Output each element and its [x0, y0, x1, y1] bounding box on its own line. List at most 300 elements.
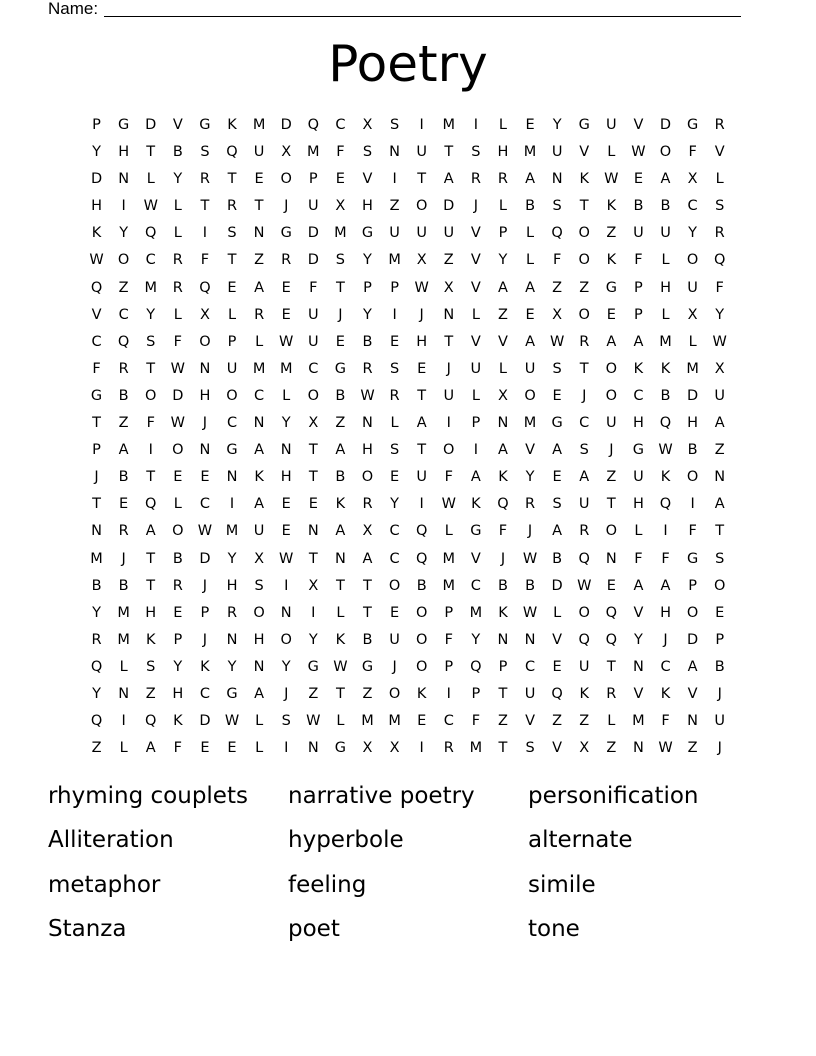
grid-letter: G: [118, 117, 130, 133]
grid-letter: E: [606, 306, 616, 323]
grid-letter: O: [145, 387, 157, 404]
grid-row: [83, 681, 733, 708]
grid-letter: F: [444, 469, 453, 486]
grid-letter: W: [333, 658, 348, 675]
grid-letter: V: [525, 442, 535, 459]
grid-letter: P: [634, 306, 643, 323]
grid-letter: Y: [146, 306, 156, 323]
grid-letter: E: [227, 740, 237, 757]
grid-letter: M: [117, 604, 130, 621]
grid-letter: R: [579, 333, 590, 350]
grid-letter: N: [307, 740, 319, 757]
grid-letter: V: [362, 171, 373, 188]
grid-letter: Y: [227, 550, 237, 567]
grid-letter: I: [419, 117, 424, 133]
grid-letter: O: [578, 604, 590, 621]
grid-letter: Z: [579, 279, 590, 296]
grid-letter: S: [281, 713, 291, 730]
grid-letter: I: [284, 740, 289, 757]
grid-letter: T: [715, 523, 725, 540]
grid-letter: W: [143, 198, 158, 215]
grid-letter: N: [199, 442, 211, 459]
grid-letter: R: [91, 631, 102, 648]
grid-letter: A: [687, 658, 698, 675]
grid-letter: Y: [92, 604, 101, 621]
grid-letter: T: [579, 198, 589, 215]
grid-letter: N: [362, 415, 373, 432]
grid-letter: L: [146, 171, 155, 188]
grid-letter: Y: [525, 469, 535, 486]
grid-letter: L: [688, 333, 697, 350]
grid-letter: E: [173, 604, 183, 621]
grid-letter: U: [389, 225, 400, 242]
grid-row: [83, 410, 733, 437]
grid-letter: S: [146, 658, 156, 675]
grid-letter: B: [172, 550, 183, 567]
grid-letter: P: [390, 279, 399, 296]
grid-letter: F: [715, 279, 724, 296]
grid-letter: M: [523, 415, 537, 432]
grid-letter: R: [362, 496, 373, 513]
grid-letter: F: [336, 144, 345, 161]
grid-letter: Y: [363, 252, 372, 269]
grid-letter: Q: [90, 713, 103, 730]
grid-letter: A: [118, 442, 129, 459]
grid-letter: K: [660, 469, 671, 486]
grid-letter: K: [91, 225, 102, 242]
grid-letter: J: [338, 306, 343, 323]
grid-letter: A: [497, 279, 508, 296]
grid-letter: D: [172, 387, 184, 404]
name-underline[interactable]: [104, 16, 741, 17]
grid-letter: O: [443, 442, 455, 459]
grid-letter: Q: [497, 496, 509, 513]
grid-letter: J: [582, 387, 587, 404]
grid-letter: X: [687, 171, 698, 188]
grid-letter: N: [551, 171, 563, 188]
word-item: simile: [528, 871, 596, 898]
grid-letter: X: [308, 415, 319, 432]
grid-letter: V: [552, 631, 563, 648]
grid-row: [83, 491, 733, 518]
grid-letter: B: [497, 577, 508, 594]
grid-letter: Q: [415, 550, 428, 567]
grid-letter: U: [551, 144, 563, 161]
grid-letter: H: [497, 144, 509, 161]
word-row: [48, 824, 768, 868]
grid-letter: F: [309, 279, 318, 296]
grid-letter: U: [443, 225, 455, 242]
grid-letter: K: [200, 658, 210, 675]
grid-letter: T: [363, 604, 372, 621]
grid-letter: A: [525, 279, 535, 296]
grid-letter: R: [199, 171, 210, 188]
grid-letter: O: [415, 198, 428, 215]
grid-letter: L: [526, 225, 535, 242]
grid-letter: W: [631, 144, 646, 161]
grid-letter: Y: [390, 496, 399, 513]
grid-letter: W: [604, 171, 619, 188]
grid-row: [83, 275, 733, 302]
grid-letter: L: [634, 523, 643, 540]
grid-row: [83, 464, 733, 491]
grid-letter: I: [663, 523, 668, 540]
grid-letter: A: [335, 442, 346, 459]
grid-letter: K: [660, 685, 671, 702]
grid-letter: L: [255, 713, 264, 730]
grid-letter: R: [389, 387, 400, 404]
grid-letter: X: [714, 360, 725, 377]
grid-letter: G: [199, 117, 211, 133]
grid-letter: F: [634, 252, 643, 269]
grid-letter: P: [444, 604, 454, 621]
grid-letter: Y: [363, 306, 372, 323]
grid-letter: Y: [552, 117, 562, 133]
grid-letter: O: [686, 604, 699, 621]
grid-letter: G: [632, 442, 645, 459]
grid-letter: C: [687, 198, 698, 215]
grid-letter: B: [687, 442, 698, 459]
grid-letter: G: [334, 360, 347, 377]
grid-row: [83, 735, 733, 762]
grid-letter: O: [226, 387, 238, 404]
grid-letter: A: [633, 577, 644, 594]
grid-letter: Q: [605, 604, 618, 621]
grid-letter: Y: [715, 306, 725, 323]
grid-letter: Q: [199, 279, 211, 296]
grid-letter: A: [470, 469, 481, 486]
grid-letter: W: [441, 496, 456, 513]
grid-letter: O: [199, 333, 211, 350]
grid-letter: D: [90, 171, 103, 188]
grid-letter: E: [200, 740, 210, 757]
grid-letter: Q: [307, 117, 319, 133]
grid-letter: G: [307, 658, 319, 675]
grid-letter: S: [525, 740, 535, 757]
grid-letter: W: [549, 333, 565, 350]
grid-letter: A: [443, 171, 454, 188]
grid-letter: R: [525, 496, 536, 513]
grid-letter: N: [714, 469, 726, 486]
grid-letter: Q: [659, 496, 672, 513]
grid-letter: H: [199, 387, 211, 404]
grid-letter: M: [225, 523, 239, 540]
grid-row: [83, 193, 733, 220]
grid-letter: Z: [308, 685, 319, 702]
grid-letter: Q: [145, 713, 157, 730]
grid-letter: L: [119, 658, 128, 675]
grid-letter: R: [714, 117, 725, 133]
grid-letter: L: [715, 171, 724, 188]
grid-letter: D: [687, 631, 699, 648]
grid-letter: R: [443, 740, 454, 757]
grid-letter: E: [335, 333, 345, 350]
grid-letter: U: [416, 225, 427, 242]
grid-letter: G: [334, 740, 347, 757]
grid-letter: W: [306, 713, 321, 730]
grid-letter: O: [172, 523, 184, 540]
grid-letter: N: [334, 550, 346, 567]
grid-letter: W: [522, 550, 538, 567]
word-item: narrative poetry: [288, 783, 475, 809]
grid-letter: O: [578, 252, 590, 269]
grid-letter: Q: [659, 415, 672, 432]
grid-letter: M: [469, 740, 483, 757]
grid-letter: A: [254, 496, 265, 513]
grid-letter: Q: [551, 225, 563, 242]
grid-letter: F: [444, 631, 453, 648]
grid-letter: H: [660, 604, 671, 621]
grid-row: [83, 112, 733, 139]
grid-letter: U: [714, 387, 726, 404]
grid-letter: A: [416, 415, 427, 432]
grid-letter: Q: [90, 658, 103, 675]
grid-letter: G: [551, 415, 563, 432]
grid-letter: K: [660, 360, 671, 377]
grid-letter: E: [281, 279, 291, 296]
grid-letter: A: [714, 496, 725, 513]
grid-letter: B: [172, 144, 183, 161]
grid-letter: W: [279, 333, 294, 350]
grid-letter: M: [469, 604, 483, 621]
grid-letter: U: [253, 144, 265, 161]
grid-letter: C: [443, 713, 454, 730]
grid-letter: K: [633, 360, 644, 377]
grid-letter: H: [416, 333, 428, 350]
grid-letter: D: [280, 117, 292, 133]
grid-letter: K: [254, 469, 264, 486]
grid-letter: O: [686, 252, 699, 269]
name-field[interactable]: [48, 0, 748, 20]
grid-letter: X: [362, 117, 373, 133]
grid-letter: A: [497, 442, 508, 459]
grid-letter: W: [197, 523, 213, 540]
grid-letter: I: [419, 496, 424, 513]
grid-letter: N: [307, 523, 319, 540]
grid-letter: C: [579, 415, 590, 432]
grid-letter: X: [362, 523, 373, 540]
grid-letter: T: [146, 360, 156, 377]
grid-letter: S: [389, 117, 400, 133]
grid-letter: K: [227, 117, 237, 133]
grid-letter: R: [606, 685, 617, 702]
grid-letter: P: [471, 685, 481, 702]
grid-letter: O: [280, 171, 292, 188]
grid-letter: C: [633, 387, 644, 404]
grid-letter: G: [470, 523, 482, 540]
grid-letter: I: [473, 442, 478, 459]
grid-letter: N: [226, 469, 238, 486]
grid-letter: W: [414, 279, 429, 296]
grid-letter: V: [470, 252, 481, 269]
grid-letter: Q: [578, 550, 590, 567]
grid-letter: M: [361, 713, 374, 730]
grid-letter: T: [227, 171, 237, 188]
word-item: feeling: [288, 871, 367, 898]
grid-letter: W: [170, 360, 185, 377]
grid-letter: S: [146, 333, 156, 350]
grid-letter: Q: [90, 279, 103, 296]
grid-letter: F: [200, 252, 210, 269]
grid-letter: O: [415, 658, 428, 675]
grid-letter: P: [634, 279, 643, 296]
grid-letter: N: [632, 740, 644, 757]
grid-letter: J: [609, 442, 614, 459]
grid-letter: I: [392, 171, 397, 188]
grid-letter: U: [226, 360, 238, 377]
grid-letter: X: [389, 740, 400, 757]
grid-letter: O: [415, 631, 428, 648]
grid-letter: L: [471, 306, 480, 323]
grid-letter: Z: [552, 713, 563, 730]
grid-letter: R: [254, 306, 265, 323]
grid-letter: Z: [606, 469, 617, 486]
grid-letter: G: [226, 685, 238, 702]
grid-letter: J: [202, 415, 208, 432]
grid-letter: P: [498, 658, 508, 675]
grid-letter: M: [144, 279, 157, 296]
grid-letter: P: [471, 415, 481, 432]
grid-letter: C: [524, 658, 536, 675]
grid-letter: Z: [118, 415, 129, 432]
grid-letter: H: [145, 604, 157, 621]
grid-letter: O: [578, 306, 590, 323]
grid-letter: Q: [145, 225, 157, 242]
grid-letter: N: [443, 306, 455, 323]
grid-letter: G: [686, 117, 699, 133]
grid-row: [83, 600, 733, 627]
grid-letter: S: [715, 198, 725, 215]
grid-letter: V: [633, 117, 644, 133]
grid-letter: I: [311, 604, 316, 621]
grid-letter: U: [443, 387, 455, 404]
grid-letter: Y: [633, 631, 643, 648]
word-item: poet: [288, 915, 340, 942]
grid-letter: T: [254, 198, 264, 215]
grid-letter: E: [715, 604, 725, 621]
grid-letter: F: [92, 360, 101, 377]
grid-letter: Z: [91, 740, 102, 757]
grid-letter: E: [417, 360, 427, 377]
grid-letter: U: [687, 279, 698, 296]
grid-letter: V: [470, 225, 481, 242]
grid-letter: P: [173, 631, 183, 648]
grid-letter: J: [202, 631, 208, 648]
grid-letter: V: [470, 550, 481, 567]
grid-letter: Z: [335, 415, 346, 432]
grid-letter: W: [522, 604, 538, 621]
word-item: tone: [528, 915, 580, 942]
grid-letter: A: [579, 469, 590, 486]
grid-letter: M: [90, 550, 103, 567]
grid-letter: A: [552, 442, 563, 459]
grid-letter: N: [91, 523, 102, 540]
grid-letter: G: [686, 550, 699, 567]
grid-letter: X: [199, 306, 210, 323]
grid-letter: M: [659, 333, 672, 350]
grid-letter: E: [552, 658, 562, 675]
grid-letter: E: [525, 306, 535, 323]
grid-letter: Y: [92, 685, 101, 702]
grid-letter: T: [200, 198, 210, 215]
grid-letter: R: [281, 252, 292, 269]
grid-letter: Q: [226, 144, 238, 161]
grid-letter: R: [172, 252, 183, 269]
grid-letter: H: [687, 415, 699, 432]
grid-letter: U: [253, 523, 265, 540]
grid-letter: M: [442, 117, 456, 133]
grid-letter: L: [173, 306, 182, 323]
grid-letter: M: [388, 713, 401, 730]
grid-letter: W: [658, 740, 673, 757]
grid-letter: O: [605, 360, 618, 377]
grid-letter: B: [91, 577, 102, 594]
grid-letter: L: [607, 713, 616, 730]
grid-letter: O: [659, 144, 672, 161]
grid-letter: E: [281, 523, 291, 540]
grid-row: [83, 139, 733, 166]
grid-letter: P: [308, 171, 318, 188]
grid-letter: A: [525, 333, 535, 350]
grid-letter: T: [146, 550, 156, 567]
grid-letter: T: [335, 685, 345, 702]
grid-letter: S: [389, 442, 400, 459]
grid-row: [83, 437, 733, 464]
grid-letter: H: [226, 577, 238, 594]
grid-letter: F: [661, 713, 670, 730]
grid-letter: F: [661, 550, 670, 567]
grid-letter: G: [605, 279, 617, 296]
grid-letter: Z: [254, 252, 265, 269]
grid-letter: A: [660, 171, 671, 188]
grid-letter: L: [661, 306, 670, 323]
grid-letter: E: [254, 171, 264, 188]
grid-letter: S: [552, 360, 562, 377]
grid-letter: T: [606, 658, 616, 675]
grid-letter: Z: [145, 685, 156, 702]
grid-letter: O: [524, 387, 536, 404]
grid-letter: R: [118, 523, 129, 540]
grid-letter: W: [170, 415, 185, 432]
grid-letter: U: [307, 333, 319, 350]
grid-letter: T: [579, 360, 589, 377]
grid-letter: H: [253, 631, 265, 648]
grid-letter: K: [416, 685, 427, 702]
grid-letter: X: [308, 577, 319, 594]
grid-letter: T: [92, 496, 101, 513]
grid-letter: E: [633, 171, 643, 188]
grid-letter: T: [308, 442, 318, 459]
grid-letter: M: [442, 550, 456, 567]
grid-letter: N: [226, 631, 238, 648]
grid-letter: C: [470, 577, 481, 594]
grid-letter: O: [686, 469, 699, 486]
grid-letter: E: [389, 469, 400, 486]
grid-row: [83, 329, 733, 356]
grid-letter: O: [578, 225, 590, 242]
grid-letter: U: [307, 306, 319, 323]
grid-letter: J: [527, 523, 533, 540]
grid-letter: Y: [308, 631, 318, 648]
grid-letter: M: [686, 360, 699, 377]
grid-letter: I: [473, 117, 478, 133]
grid-letter: T: [227, 252, 237, 269]
grid-letter: S: [362, 144, 373, 161]
grid-letter: K: [145, 631, 156, 648]
grid-letter: I: [446, 415, 451, 432]
grid-letter: P: [498, 225, 508, 242]
grid-letter: K: [498, 469, 508, 486]
